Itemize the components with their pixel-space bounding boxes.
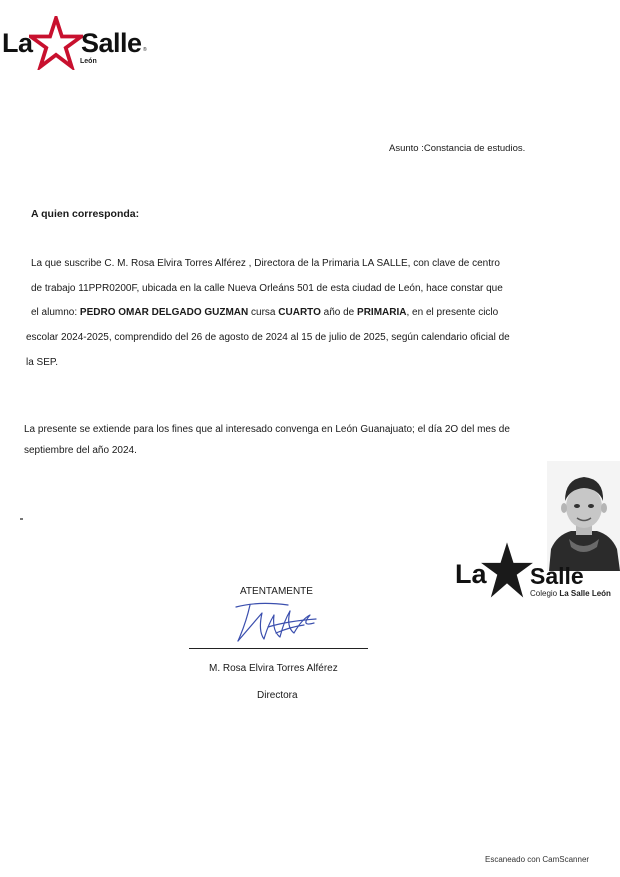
line-3-post: , en el presente ciclo bbox=[406, 307, 499, 318]
stamp-school-name bbox=[530, 589, 611, 598]
scanner-watermark: Escaneado con CamScanner bbox=[485, 855, 590, 864]
stamp-text-la: La bbox=[455, 559, 487, 589]
signer-role: Directora bbox=[257, 690, 298, 701]
logo-text-salle: Salle bbox=[81, 28, 142, 58]
signature-image bbox=[228, 597, 323, 647]
greeting: A quien corresponda: bbox=[31, 208, 140, 220]
paragraph-2-line-2: septiembre del año 2024. bbox=[24, 445, 137, 456]
stamp-sub-name: La Salle León bbox=[559, 589, 611, 598]
paragraph-1-line-3 bbox=[31, 307, 498, 318]
scan-speck bbox=[20, 518, 23, 520]
student-name: PEDRO OMAR DELGADO GUZMAN bbox=[79, 307, 249, 318]
student-photo bbox=[547, 461, 620, 571]
la-salle-logo bbox=[2, 14, 152, 70]
logo-trademark: ® bbox=[143, 47, 147, 53]
paragraph-2-line-1: La presente se extiende para los fines que al interesado convenga en León Guanajuato; el día 2O del mes de bbox=[24, 424, 510, 435]
paragraph-1-line-2: de trabajo 11PPR0200F, ubicada en la calle Nueva Orleáns 501 de esta ciudad de León, hace constar que bbox=[31, 283, 503, 294]
signer-name: M. Rosa Elvira Torres Alférez bbox=[209, 663, 338, 674]
grade: CUARTO bbox=[278, 307, 321, 318]
stamp-sub-prefix: Colegio bbox=[530, 589, 560, 598]
logo-text-la: La bbox=[2, 28, 33, 58]
school-level: PRIMARIA bbox=[357, 307, 407, 318]
paragraph-1-line-5: la SEP. bbox=[26, 357, 59, 368]
paragraph-1-line-1: La que suscribe C. M. Rosa Elvira Torres Alférez , Directora de la Primaria LA SALLE, con clave de centro bbox=[31, 258, 500, 269]
closing-atentamente: ATENTAMENTE bbox=[240, 586, 313, 597]
line-3-mid-2: año de bbox=[320, 307, 358, 318]
paragraph-1-line-4: escolar 2024-2025, comprendido del 26 de agosto de 2024 al 15 de julio de 2025, según calendario oficial de bbox=[26, 332, 510, 343]
subject-line: Asunto :Constancia de estudios. bbox=[389, 143, 526, 154]
line-3-prefix: el alumno: bbox=[31, 307, 80, 318]
stamp-text-salle: Salle bbox=[530, 563, 584, 589]
stamp-star-icon bbox=[480, 541, 534, 601]
logo-city: León bbox=[80, 58, 97, 65]
star-icon bbox=[29, 16, 83, 70]
line-3-mid-1: cursa bbox=[248, 307, 279, 318]
signature-line bbox=[189, 648, 368, 649]
